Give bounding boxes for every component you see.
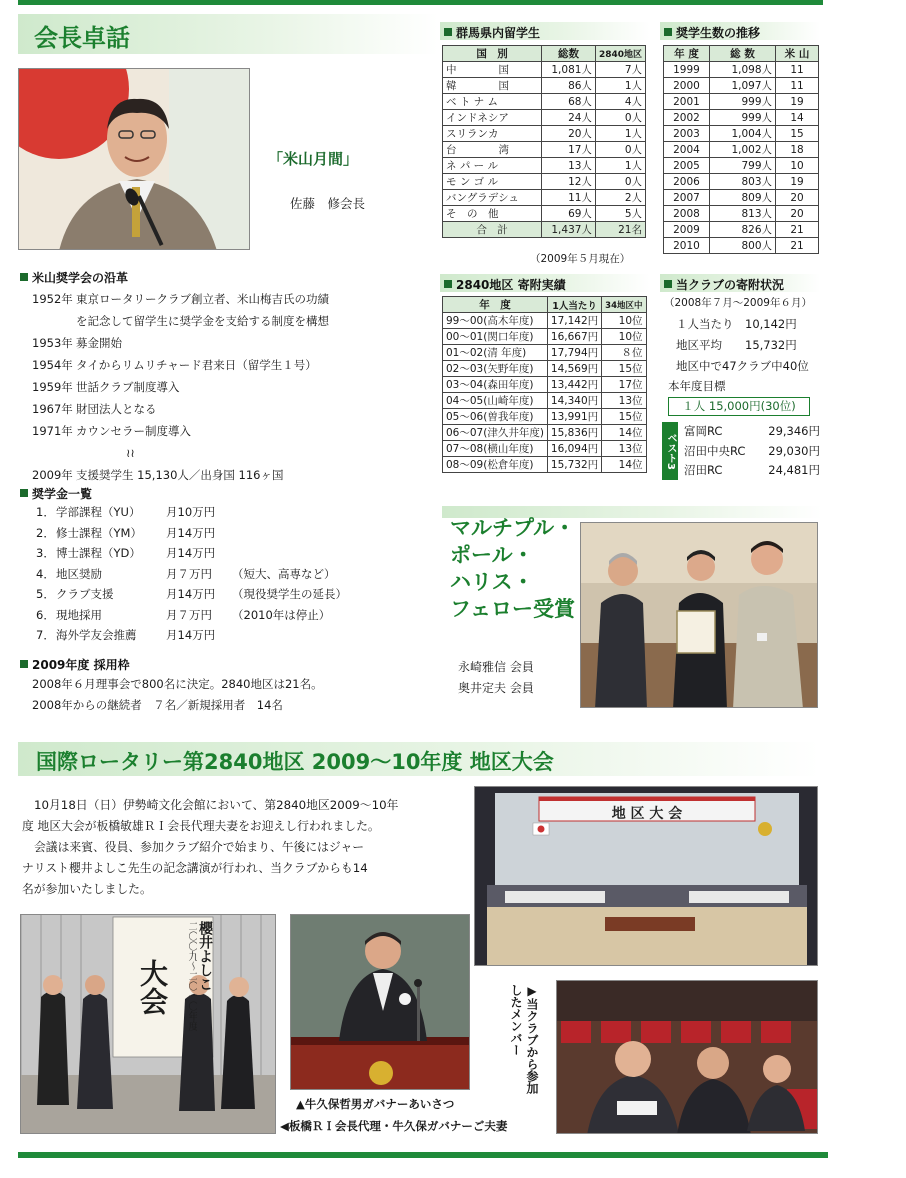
donations-heading-text: 2840地区 寄附実績 xyxy=(456,278,566,292)
trend-total: 809人 xyxy=(710,190,776,206)
trend-body xyxy=(664,62,819,254)
donation-year: 02～03(矢野年度) xyxy=(443,361,548,377)
gunma-heading xyxy=(444,24,540,41)
club-donation-heading-text: 当クラブの寄附状況 xyxy=(676,278,785,292)
square-bullet-icon xyxy=(20,660,28,668)
donation-year: 99～00(高木年度) xyxy=(443,313,548,329)
donation-row xyxy=(443,313,647,329)
club-rank-text: 地区中で47クラブ中40位 xyxy=(676,359,809,373)
president-photo xyxy=(18,68,250,250)
gunma-row xyxy=(443,158,646,174)
scholarship-amount: 月14万円 xyxy=(166,628,216,642)
gunma-row xyxy=(443,190,646,206)
history-heading-text: 米山奨学会の沿革 xyxy=(32,271,129,285)
scholarship-no: 1． xyxy=(36,505,55,519)
history-year: 2009年 xyxy=(32,468,73,482)
best3-item xyxy=(684,442,820,462)
gunma-country: ベ ト ナ ム xyxy=(443,94,542,110)
square-bullet-icon xyxy=(664,28,672,36)
banner-main: 大会 xyxy=(136,959,169,1015)
gunma-district: 1人 xyxy=(595,126,645,142)
gunma-total: 68人 xyxy=(542,94,596,110)
trend-total: 1,002人 xyxy=(710,142,776,158)
scholarship-amount: 月14万円 xyxy=(166,546,216,560)
gunma-district: 0人 xyxy=(595,142,645,158)
donations-table xyxy=(442,296,647,473)
history-item xyxy=(32,354,432,376)
gunma-country: バングラデシュ xyxy=(443,190,542,206)
gunma-row xyxy=(443,78,646,94)
trend-col-year: 年 度 xyxy=(664,46,710,62)
donation-row xyxy=(443,329,647,345)
gunma-country: モ ン ゴ ル xyxy=(443,174,542,190)
history-item xyxy=(32,420,432,442)
quota-heading-text: 2009年度 採用枠 xyxy=(32,658,130,672)
trend-row xyxy=(664,158,819,174)
trend-yoneyama: 11 xyxy=(776,62,819,78)
scholarship-amount: 月14万円 xyxy=(166,525,216,540)
scholarship-amount: 月14万円 xyxy=(166,587,216,601)
donation-rank: 14位 xyxy=(602,425,646,441)
donation-per: 15,836円 xyxy=(547,425,601,441)
donation-rank: ８位 xyxy=(602,345,646,361)
gunma-district: 1人 xyxy=(595,158,645,174)
trend-total: 1,097人 xyxy=(710,78,776,94)
donation-year: 05～06(曽我年度) xyxy=(443,409,548,425)
scholarship-name: 修士課程（YM） xyxy=(56,525,142,540)
quota-heading xyxy=(20,656,130,673)
scholarships-heading xyxy=(20,485,92,502)
gunma-row xyxy=(443,174,646,190)
scholarship-item xyxy=(36,584,436,605)
trend-row xyxy=(664,142,819,158)
trend-yoneyama: 21 xyxy=(776,238,819,254)
club-district-avg xyxy=(676,335,797,356)
scholarships-list xyxy=(36,502,436,646)
donation-per: 13,442円 xyxy=(547,377,601,393)
scholarship-name: 現地採用 xyxy=(56,607,102,622)
history-list xyxy=(32,288,432,486)
para-line: 度 地区大会が板橋敏雄ＲＩ会長代理夫妻をお迎えし行われました。 xyxy=(22,819,380,833)
best3-name: 沼田RC xyxy=(684,463,723,477)
gunma-district: 7人 xyxy=(595,62,645,78)
scholarship-name: 地区奨励 xyxy=(56,566,102,581)
history-year: 1971年 xyxy=(32,424,73,438)
donations-body xyxy=(443,313,647,473)
square-bullet-icon xyxy=(20,273,28,281)
trend-yoneyama: 10 xyxy=(776,158,819,174)
stage-photo xyxy=(474,786,818,966)
scholarship-item xyxy=(36,564,436,585)
phf-title xyxy=(450,515,575,623)
club-donation-period: （2008年７月～2009年６月） xyxy=(664,297,812,309)
gunma-note: （2009年５月現在） xyxy=(530,253,631,265)
scholarship-item xyxy=(36,543,436,564)
caption-ri: ◀板橋ＲＩ会長代理・牛久保ガバナーご夫妻 xyxy=(280,1119,508,1133)
history-text: カウンセラー制度導入 xyxy=(76,424,191,438)
donation-rank: 15位 xyxy=(602,361,646,377)
trend-yoneyama: 19 xyxy=(776,94,819,110)
phf-title-line: ポール・ xyxy=(450,543,534,567)
history-item xyxy=(32,464,432,486)
scholarship-amount: 月10万円 xyxy=(166,505,216,519)
gunma-total: 13人 xyxy=(542,158,596,174)
trend-yoneyama: 15 xyxy=(776,126,819,142)
para-line: 10月18日（日）伊勢崎文化会館において、第2840地区2009～10年 xyxy=(34,798,399,812)
trend-row xyxy=(664,78,819,94)
gunma-district: 0人 xyxy=(595,110,645,126)
gunma-district: 1人 xyxy=(595,78,645,94)
donation-per: 15,732円 xyxy=(547,457,601,473)
donation-per: 17,142円 xyxy=(547,313,601,329)
trend-year: 2000 xyxy=(664,78,710,94)
trend-year: 2006 xyxy=(664,174,710,190)
entrance-photo-image xyxy=(21,915,276,1134)
gunma-row xyxy=(443,110,646,126)
donation-per: 16,094円 xyxy=(547,441,601,457)
best3-value: 29,030円 xyxy=(768,443,820,458)
trend-year: 2005 xyxy=(664,158,710,174)
phf-member: 永崎雅信 会員 xyxy=(458,660,534,674)
history-item xyxy=(32,310,432,332)
history-year: 1959年 xyxy=(32,380,73,394)
trend-yoneyama: 20 xyxy=(776,206,819,222)
history-year: 1954年 xyxy=(32,358,73,372)
trend-row xyxy=(664,222,819,238)
trend-total: 826人 xyxy=(710,222,776,238)
quota-line-2: 2008年からの継続者 ７名／新規採用者 14名 xyxy=(32,698,283,712)
square-bullet-icon xyxy=(664,280,672,288)
scholarship-no: 7． xyxy=(36,628,55,642)
donations-col-year: 年 度 xyxy=(443,297,548,313)
donations-heading xyxy=(444,276,566,293)
bottom-rule xyxy=(18,1152,828,1158)
trend-total: 813人 xyxy=(710,206,776,222)
history-year xyxy=(32,442,76,464)
best3-item xyxy=(684,461,820,481)
gunma-row xyxy=(443,94,646,110)
scholarship-amount: 月７万円 xyxy=(166,607,212,622)
history-text: 財団法人となる xyxy=(76,402,157,416)
donation-year: 03～04(森田年度) xyxy=(443,377,548,393)
donation-per: 16,667円 xyxy=(547,329,601,345)
history-year: 1953年 xyxy=(32,336,73,350)
donation-per: 13,991円 xyxy=(547,409,601,425)
trend-year: 2002 xyxy=(664,110,710,126)
para-line: 会議は来賓、役員、参加クラブ紹介で始まり、午後にはジャー xyxy=(34,840,365,854)
members-photo-image xyxy=(557,981,818,1134)
gunma-row xyxy=(443,142,646,158)
trend-row xyxy=(664,190,819,206)
trend-heading-text: 奨学生数の推移 xyxy=(676,26,761,40)
trend-heading xyxy=(664,24,760,41)
gunma-country: 中 国 xyxy=(443,62,542,78)
conference-title: 国際ロータリー第2840地区 2009～10年度 地区大会 xyxy=(36,750,554,774)
donation-row xyxy=(443,425,647,441)
trend-row xyxy=(664,238,819,254)
banner-side: 二〇〇九～二〇一〇年度 xyxy=(186,921,197,1031)
scholarship-note: （短大、高専など） xyxy=(232,566,336,581)
best3-name: 沼田中央RC xyxy=(684,443,746,458)
phf-title-line: ハリス・ xyxy=(450,570,534,594)
history-gap-mark: ≀≀ xyxy=(126,446,135,460)
donation-row xyxy=(443,345,647,361)
donation-row xyxy=(443,409,647,425)
scholarship-item xyxy=(36,502,436,523)
history-year: 1952年 xyxy=(32,292,73,306)
trend-col-yoneyama: 米 山 xyxy=(776,46,819,62)
scholarship-item xyxy=(36,523,436,544)
scholarship-item xyxy=(36,605,436,626)
trend-row xyxy=(664,126,819,142)
donation-year: 04～05(山崎年度) xyxy=(443,393,548,409)
para-line: ナリスト櫻井よしこ先生の記念講演が行われ、当クラブからも14 xyxy=(22,861,368,875)
history-text: タイからリムリチャード君来日（留学生１号） xyxy=(76,358,317,372)
quota-line-1: 2008年６月理事会で800名に決定。2840地区は21名。 xyxy=(32,677,323,691)
scholarship-item xyxy=(36,625,436,646)
donation-rank: 13位 xyxy=(602,441,646,457)
caption-members: ▶当クラブから参加したメンバー xyxy=(509,984,539,1094)
trend-year: 2008 xyxy=(664,206,710,222)
donation-row xyxy=(443,377,647,393)
history-item xyxy=(32,288,432,310)
gunma-row xyxy=(443,126,646,142)
president-photo-image xyxy=(19,69,250,250)
scholarship-no: 3． xyxy=(36,546,55,560)
best3-tag: ベスト3 xyxy=(662,422,678,480)
gunma-table xyxy=(442,45,646,238)
para-line: 名が参加いたしました。 xyxy=(22,882,152,896)
scholarships-heading-text: 奨学金一覧 xyxy=(32,487,93,501)
trend-year: 2001 xyxy=(664,94,710,110)
gunma-district: 5人 xyxy=(595,206,645,222)
best3-value: 29,346円 xyxy=(768,424,820,438)
donations-col-per: 1人当たり xyxy=(547,297,601,313)
trend-total: 1,098人 xyxy=(710,62,776,78)
caption-governor: ▲牛久保哲男ガバナーあいさつ xyxy=(296,1097,455,1111)
best3-list xyxy=(684,422,820,481)
trend-total: 799人 xyxy=(710,158,776,174)
gunma-total-value: 1,437人 xyxy=(542,222,596,238)
gunma-total-row xyxy=(443,222,646,238)
trend-yoneyama: 21 xyxy=(776,222,819,238)
history-text: 募金開始 xyxy=(76,336,122,350)
scholarship-name: 学部課程（YU） xyxy=(56,505,141,519)
donation-rank: 17位 xyxy=(602,377,646,393)
trend-row xyxy=(664,110,819,126)
trend-year: 2010 xyxy=(664,238,710,254)
scholarship-name: クラブ支援 xyxy=(56,587,114,601)
donation-year: 00～01(関口年度) xyxy=(443,329,548,345)
banner-name: 櫻井よしこ xyxy=(197,921,213,991)
gunma-country: インドネシア xyxy=(443,110,542,126)
donation-row xyxy=(443,457,647,473)
gunma-col-district: 2840地区 xyxy=(595,46,645,62)
scholarship-name: 海外学友会推薦 xyxy=(56,628,137,642)
scholarship-no: 2． xyxy=(36,525,55,540)
gunma-country: ネ パ ー ル xyxy=(443,158,542,174)
trend-total: 999人 xyxy=(710,94,776,110)
history-item xyxy=(32,398,432,420)
history-year: 1967年 xyxy=(32,402,73,416)
scholarship-amount: 月７万円 xyxy=(166,566,212,581)
club-donation-heading xyxy=(664,276,784,293)
best3-item xyxy=(684,422,820,442)
trend-year: 2004 xyxy=(664,142,710,158)
trend-yoneyama: 11 xyxy=(776,78,819,94)
scholarship-no: 6． xyxy=(36,607,55,622)
phf-member: 奥井定夫 会員 xyxy=(458,681,534,695)
gunma-row xyxy=(443,206,646,222)
gunma-header-row xyxy=(443,46,646,62)
trend-total: 1,004人 xyxy=(710,126,776,142)
gunma-total: 86人 xyxy=(542,78,596,94)
governor-photo xyxy=(290,914,470,1090)
club-district-avg-value: 15,732円 xyxy=(745,338,797,352)
scholarship-name: 博士課程（YD） xyxy=(56,546,141,560)
phf-photo-image xyxy=(581,523,818,708)
donation-year: 07～08(横山年度) xyxy=(443,441,548,457)
trend-year: 2009 xyxy=(664,222,710,238)
governor-photo-image xyxy=(291,915,470,1090)
trend-year: 1999 xyxy=(664,62,710,78)
stage-sign: 地 区 大 会 xyxy=(611,806,683,822)
phf-title-line: フェロー受賞 xyxy=(450,597,575,621)
donation-year: 01～02(清 年度) xyxy=(443,345,548,361)
trend-row xyxy=(664,174,819,190)
gunma-district: 4人 xyxy=(595,94,645,110)
donation-rank: 13位 xyxy=(602,393,646,409)
donation-row xyxy=(443,441,647,457)
gunma-col-country: 国 別 xyxy=(443,46,542,62)
donations-header-row xyxy=(443,297,647,313)
gunma-country: そ の 他 xyxy=(443,206,542,222)
conference-para-2 xyxy=(22,837,467,900)
history-text: 世話クラブ制度導入 xyxy=(76,380,180,394)
gunma-country: スリランカ xyxy=(443,126,542,142)
donation-rank: 14位 xyxy=(602,457,646,473)
trend-yoneyama: 14 xyxy=(776,110,819,126)
gunma-total: 69人 xyxy=(542,206,596,222)
square-bullet-icon xyxy=(20,489,28,497)
gunma-total-district: 21名 xyxy=(595,222,645,238)
donation-rank: 10位 xyxy=(602,313,646,329)
history-item xyxy=(32,332,432,354)
trend-total: 800人 xyxy=(710,238,776,254)
gunma-total: 17人 xyxy=(542,142,596,158)
phf-members xyxy=(458,657,534,699)
donation-year: 06～07(津久井年度) xyxy=(443,425,548,441)
trend-yoneyama: 20 xyxy=(776,190,819,206)
gunma-total: 12人 xyxy=(542,174,596,190)
scholarship-no: 5． xyxy=(36,587,55,601)
gunma-total: 20人 xyxy=(542,126,596,142)
president-talk-title: 会長卓話 xyxy=(34,24,130,52)
phf-photo xyxy=(580,522,818,708)
trend-row xyxy=(664,94,819,110)
trend-header-row xyxy=(664,46,819,62)
history-item xyxy=(32,442,432,464)
gunma-body xyxy=(443,62,646,222)
club-per-person-label: １人当たり xyxy=(676,317,734,331)
trend-col-total: 総 数 xyxy=(710,46,776,62)
history-heading xyxy=(20,269,128,286)
gunma-total-label: 合 計 xyxy=(443,222,542,238)
donation-per: 14,569円 xyxy=(547,361,601,377)
club-target-label: 本年度目標 xyxy=(668,379,726,393)
entrance-photo xyxy=(20,914,276,1134)
trend-yoneyama: 19 xyxy=(776,174,819,190)
members-photo xyxy=(556,980,818,1134)
trend-year: 2007 xyxy=(664,190,710,206)
club-district-avg-label: 地区平均 xyxy=(676,338,722,352)
club-per-person-value: 10,142円 xyxy=(745,317,797,331)
donation-per: 14,340円 xyxy=(547,393,601,409)
history-text: 支援奨学生 15,130人／出身国 116ヶ国 xyxy=(76,468,284,482)
scholarship-note: （現役奨学生の延長） xyxy=(232,587,347,601)
gunma-district: 0人 xyxy=(595,174,645,190)
trend-table xyxy=(663,45,819,254)
trend-total: 999人 xyxy=(710,110,776,126)
top-rule xyxy=(18,0,823,5)
square-bullet-icon xyxy=(444,28,452,36)
scholarship-no: 4． xyxy=(36,566,55,581)
gunma-row xyxy=(443,62,646,78)
talk-title: 「米山月間」 xyxy=(268,150,359,168)
gunma-heading-text: 群馬県内留学生 xyxy=(456,26,541,40)
gunma-district: 2人 xyxy=(595,190,645,206)
gunma-country: 韓 国 xyxy=(443,78,542,94)
scholarship-note: （2010年は停止） xyxy=(232,607,331,622)
club-target-box: １人 15,000円(30位) xyxy=(668,397,810,416)
history-text: 東京ロータリークラブ創立者、米山梅吉氏の功績 xyxy=(76,292,329,306)
talk-speaker: 佐藤 修会長 xyxy=(290,196,366,211)
trend-total: 803人 xyxy=(710,174,776,190)
phf-title-line: マルチプル・ xyxy=(450,516,576,540)
history-text: を記念して留学生に奨学金を支給する制度を構想 xyxy=(76,314,329,328)
trend-row xyxy=(664,206,819,222)
gunma-total: 1,081人 xyxy=(542,62,596,78)
history-item xyxy=(32,376,432,398)
gunma-col-total: 総数 xyxy=(542,46,596,62)
donation-row xyxy=(443,393,647,409)
gunma-total: 11人 xyxy=(542,190,596,206)
donations-col-rank: 34地区中 xyxy=(602,297,646,313)
gunma-total: 24人 xyxy=(542,110,596,126)
square-bullet-icon xyxy=(444,280,452,288)
trend-year: 2003 xyxy=(664,126,710,142)
donation-rank: 10位 xyxy=(602,329,646,345)
conference-para-1 xyxy=(22,795,467,837)
donation-row xyxy=(443,361,647,377)
donation-year: 08～09(松倉年度) xyxy=(443,457,548,473)
history-year xyxy=(32,310,76,332)
donation-rank: 15位 xyxy=(602,409,646,425)
trend-row xyxy=(664,62,819,78)
club-per-person xyxy=(676,314,797,335)
best3-value: 24,481円 xyxy=(768,463,820,477)
donation-per: 17,794円 xyxy=(547,345,601,361)
best3-name: 富岡RC xyxy=(684,424,723,438)
trend-yoneyama: 18 xyxy=(776,142,819,158)
gunma-country: 台 湾 xyxy=(443,142,542,158)
